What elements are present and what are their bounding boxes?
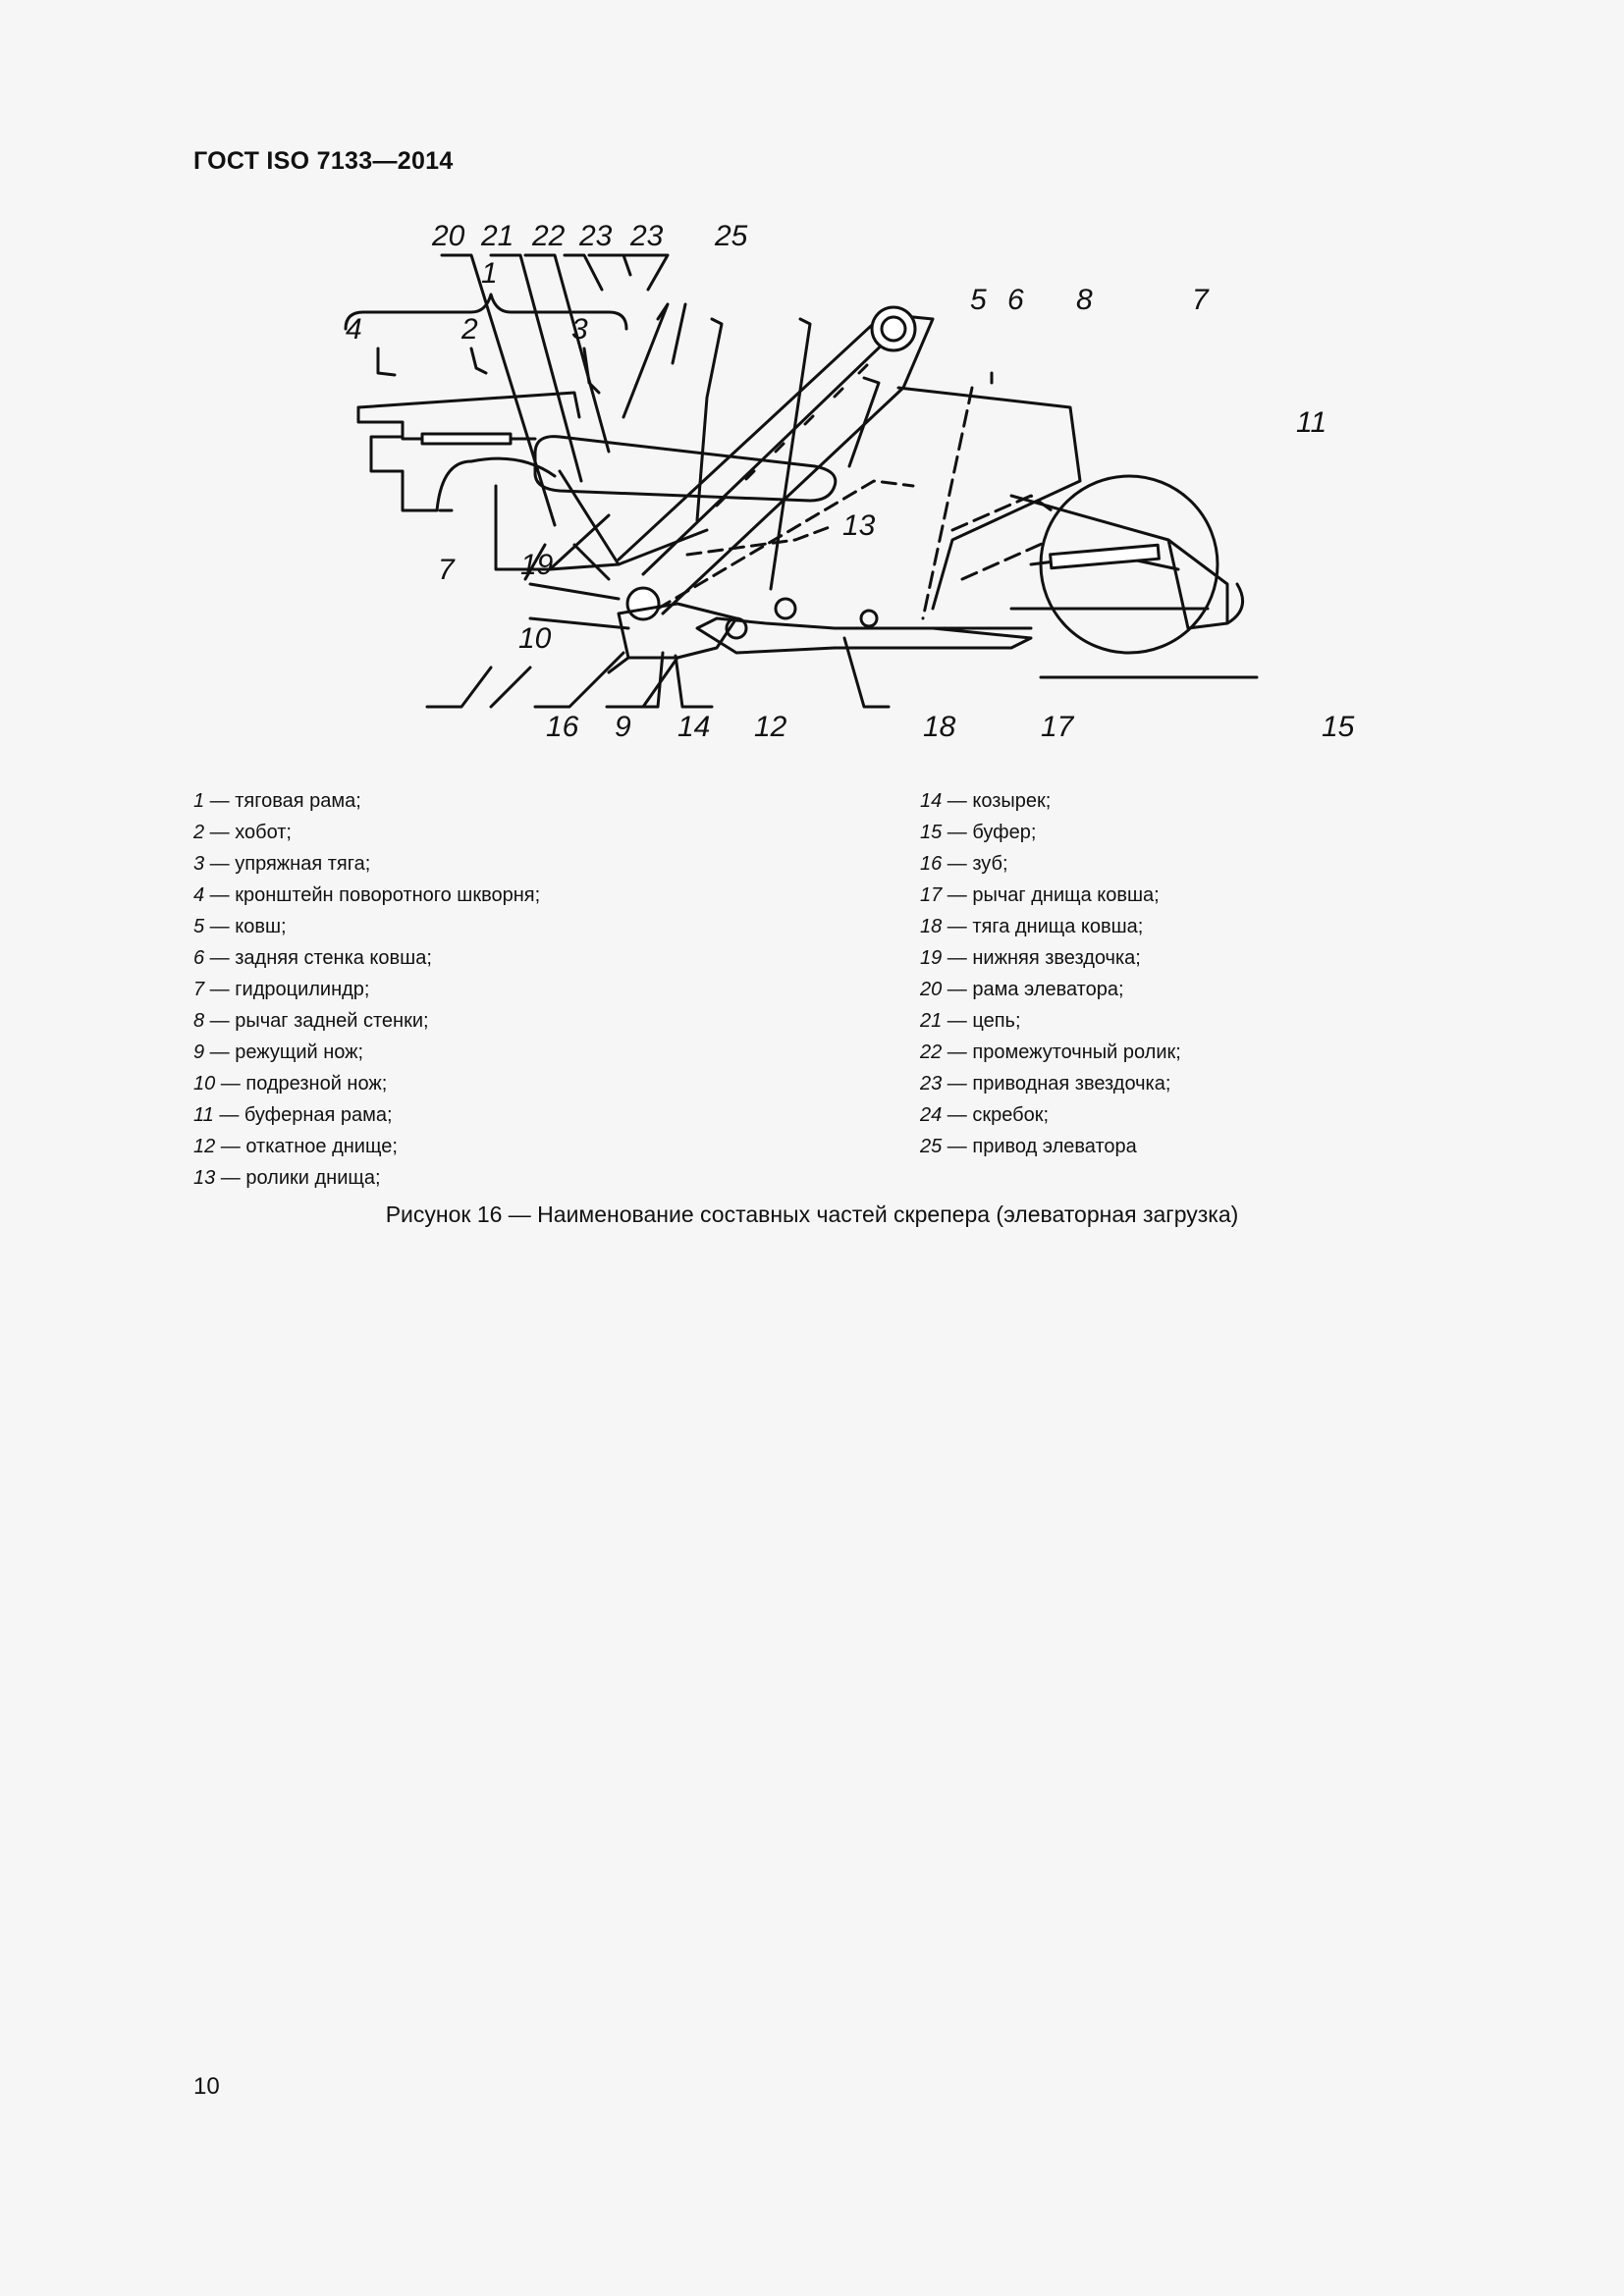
callout-16: 16 — [546, 711, 579, 743]
legend-text: — подрезной нож; — [215, 1073, 388, 1095]
legend-text: — промежуточный ролик; — [942, 1041, 1181, 1063]
legend-item — [920, 1099, 1181, 1131]
pivot-bracket — [358, 407, 471, 510]
leader-16 — [427, 667, 491, 707]
callout-10: 10 — [518, 622, 552, 655]
legend-item — [920, 974, 1181, 1005]
legend-item — [920, 942, 1181, 974]
callout-12: 12 — [754, 711, 787, 743]
legend-number: 12 — [193, 1136, 216, 1157]
callout-15: 15 — [1322, 711, 1355, 743]
legend-item — [193, 974, 540, 1005]
legend-number: 21 — [920, 1010, 943, 1032]
legend-item — [920, 911, 1181, 942]
callout-2: 2 — [461, 313, 478, 346]
legend-number: 13 — [193, 1167, 216, 1189]
legend-item — [193, 1162, 540, 1194]
leader-19 — [530, 584, 619, 599]
callout-20: 20 — [432, 220, 465, 252]
legend-number: 14 — [920, 790, 943, 812]
leader-8 — [697, 319, 722, 520]
legend-text: — буфер; — [942, 822, 1037, 843]
legend-number: 1 — [193, 790, 205, 812]
leader-4 — [378, 348, 395, 375]
legend-number: 17 — [920, 884, 943, 906]
leader-7b — [771, 319, 810, 589]
callout-23b: 23 — [630, 220, 664, 252]
legend-item — [193, 911, 540, 942]
legend-number: 7 — [193, 979, 205, 1000]
scraper-figure — [324, 216, 1394, 746]
figure-caption: Рисунок 16 — Наименование составных частей скрепера (элеваторная загрузка) — [385, 1201, 1239, 1227]
legend-text: — режущий нож; — [204, 1041, 364, 1063]
callout-7a: 7 — [438, 554, 455, 586]
legend-number: 25 — [920, 1136, 943, 1157]
legend-text: — задняя стенка ковша; — [204, 947, 432, 969]
legend-text: — ковш; — [204, 916, 287, 937]
legend-number: 2 — [193, 822, 205, 843]
legend-text: — хобот; — [204, 822, 292, 843]
legend-number: 4 — [193, 884, 205, 906]
legend-item — [920, 1005, 1181, 1037]
leader-11 — [849, 378, 879, 466]
legend-item — [920, 817, 1181, 848]
legend-text: — приводная звездочка; — [942, 1073, 1171, 1095]
legend-number: 3 — [193, 853, 205, 875]
leader-9 — [491, 667, 530, 707]
legend-item — [920, 1068, 1181, 1099]
document-header: ГОСТ ISO 7133—2014 — [193, 147, 454, 175]
leader-14 — [535, 653, 623, 707]
legend-number: 20 — [920, 979, 943, 1000]
callout-7b: 7 — [1192, 284, 1209, 316]
legend-text: — тяговая рама; — [204, 790, 361, 812]
callout-5: 5 — [970, 284, 987, 316]
leader-23b — [589, 255, 630, 275]
leader-23a — [565, 255, 602, 290]
leader-6 — [673, 304, 685, 363]
legend-item — [920, 1037, 1181, 1068]
legend-item — [920, 785, 1181, 817]
legend-item — [193, 1037, 540, 1068]
callout-13: 13 — [842, 509, 876, 542]
callout-11: 11 — [1296, 406, 1327, 439]
legend-number: 8 — [193, 1010, 205, 1032]
legend-number: 24 — [920, 1104, 943, 1126]
legend-text: — кронштейн поворотного шкворня; — [204, 884, 541, 906]
callout-6: 6 — [1007, 284, 1024, 316]
legend-item — [193, 942, 540, 974]
leader-22 — [525, 255, 609, 452]
callout-23a: 23 — [579, 220, 613, 252]
elevator-frame — [619, 314, 933, 614]
callout-1: 1 — [481, 257, 498, 290]
gooseneck-arc — [471, 458, 555, 476]
legend-item — [920, 880, 1181, 911]
legend-text: — скребок; — [942, 1104, 1050, 1126]
leader-17 — [676, 656, 712, 707]
callout-22: 22 — [532, 220, 566, 252]
legend-item — [193, 1005, 540, 1037]
callout-19: 19 — [520, 549, 554, 581]
legend-text: — привод элеватора — [942, 1136, 1137, 1157]
legend-number: 11 — [193, 1104, 214, 1126]
legend-text: — гидроцилиндр; — [204, 979, 370, 1000]
leader-20 — [442, 255, 555, 525]
legend-number: 6 — [193, 947, 205, 969]
page-number: 10 — [193, 2073, 220, 2100]
callout-25: 25 — [715, 220, 748, 252]
legend-number: 18 — [920, 916, 943, 937]
legend-number: 5 — [193, 916, 205, 937]
legend-text: — упряжная тяга; — [204, 853, 371, 875]
legend-text: — ролики днища; — [215, 1167, 381, 1189]
legend-text: — нижняя звездочка; — [942, 947, 1141, 969]
legend-item — [193, 1099, 540, 1131]
legend-item — [193, 1068, 540, 1099]
callout-14: 14 — [677, 711, 711, 743]
legend-text: — тяга днища ковша; — [942, 916, 1144, 937]
scraper-drawing — [324, 216, 1394, 746]
legend-right-column — [920, 785, 1181, 1162]
leader-2 — [471, 348, 486, 373]
legend-number: 16 — [920, 853, 943, 875]
legend-number: 23 — [920, 1073, 943, 1095]
legend-number: 15 — [920, 822, 943, 843]
legend-text: — зуб; — [942, 853, 1008, 875]
legend-text: — буферная рама; — [213, 1104, 393, 1126]
legend-left-column — [193, 785, 540, 1194]
legend-item — [920, 848, 1181, 880]
legend-item — [193, 817, 540, 848]
legend-item — [193, 848, 540, 880]
legend-number: 22 — [920, 1041, 943, 1063]
callout-9: 9 — [615, 711, 631, 743]
callout-17: 17 — [1041, 711, 1074, 743]
callout-21: 21 — [481, 220, 514, 252]
callout-8: 8 — [1076, 284, 1093, 316]
legend-item — [193, 785, 540, 817]
callout-3: 3 — [571, 313, 588, 346]
callout-18: 18 — [923, 711, 956, 743]
legend-text: — козырек; — [942, 790, 1052, 812]
legend-text: — рама элеватора; — [942, 979, 1124, 1000]
legend-text: — цепь; — [942, 1010, 1021, 1032]
legend-number: 19 — [920, 947, 943, 969]
legend-number: 9 — [193, 1041, 205, 1063]
legend-text: — рычаг днища ковша; — [942, 884, 1160, 906]
legend-text: — откатное днище; — [215, 1136, 398, 1157]
legend-item — [920, 1131, 1181, 1162]
leader-5 — [623, 304, 668, 417]
legend-number: 10 — [193, 1073, 216, 1095]
legend-item — [193, 1131, 540, 1162]
draft-arm — [535, 437, 836, 501]
callout-4: 4 — [346, 313, 362, 346]
legend-text: — рычаг задней стенки; — [204, 1010, 429, 1032]
legend-item — [193, 880, 540, 911]
